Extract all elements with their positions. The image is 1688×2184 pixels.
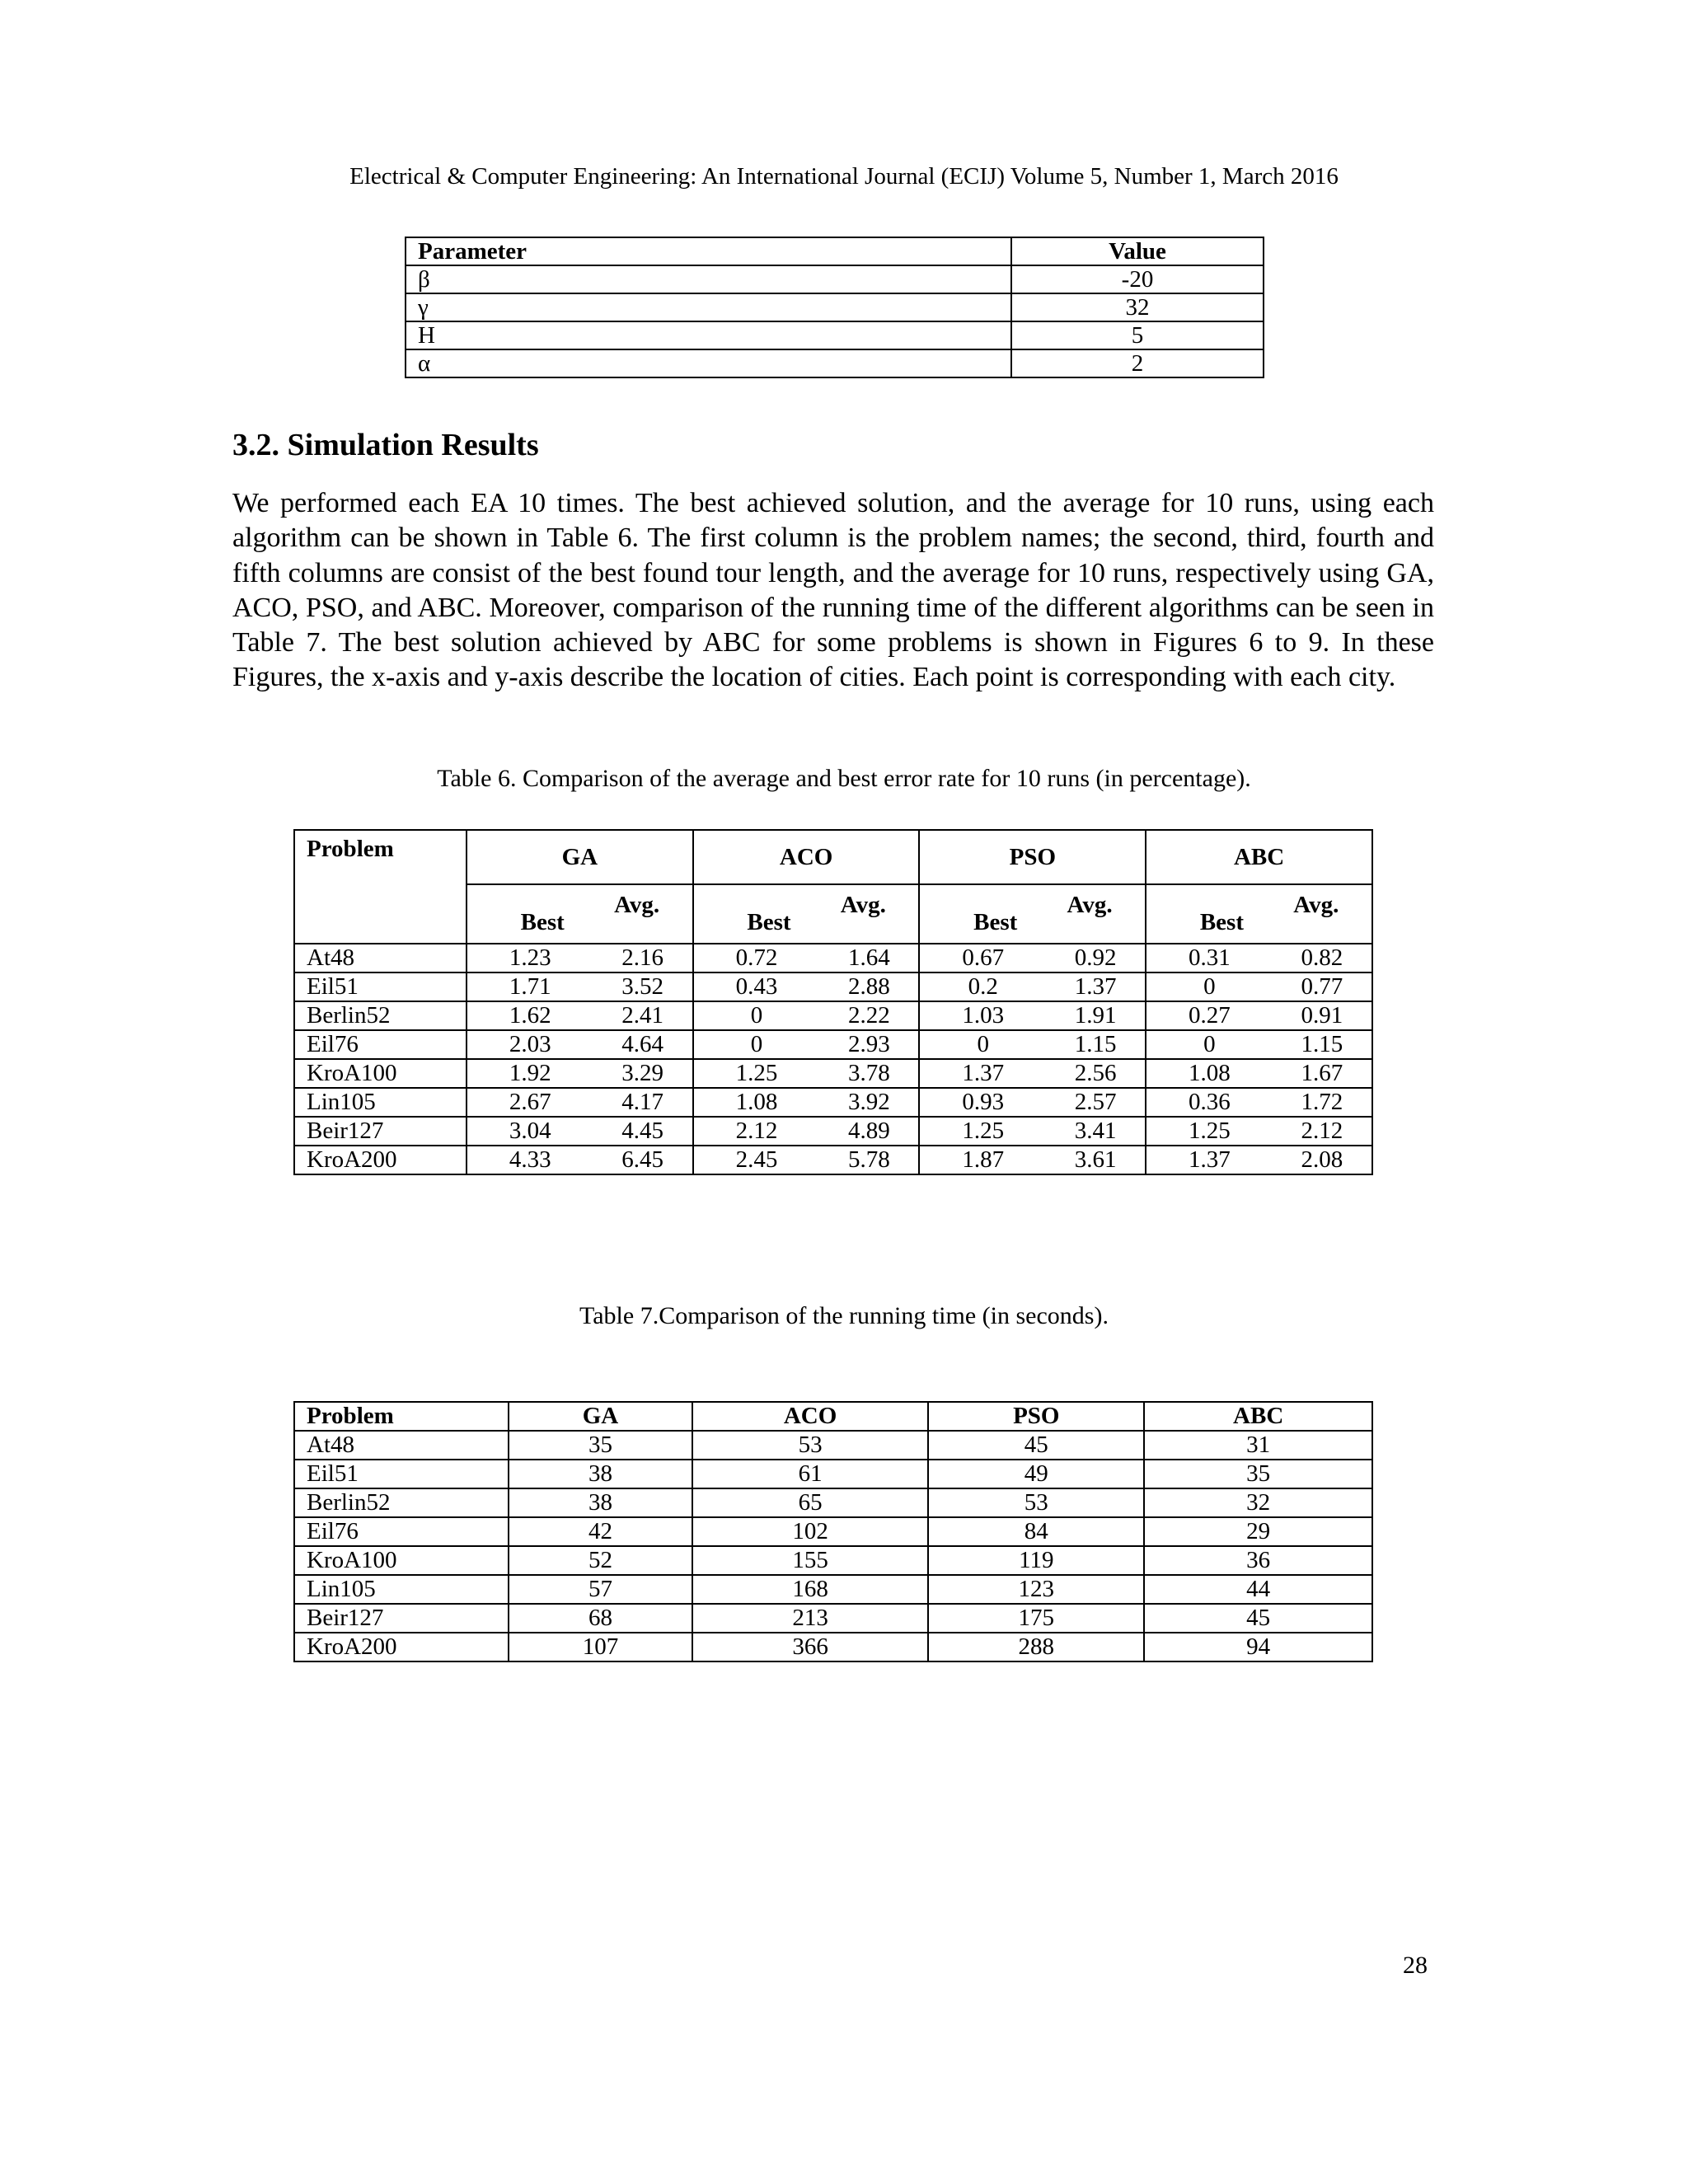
value-cell: 6.45 bbox=[593, 1146, 692, 1174]
parameter-row bbox=[406, 293, 1264, 321]
value-cell: 2.57 bbox=[1046, 1088, 1146, 1117]
table6-best-header: Best bbox=[693, 884, 819, 944]
value-cell: 68 bbox=[509, 1604, 692, 1633]
value-header: Value bbox=[1011, 237, 1264, 265]
parameter-row bbox=[406, 265, 1264, 293]
value-cell: 0.36 bbox=[1146, 1088, 1272, 1117]
table6-avg-header: Avg. bbox=[1046, 884, 1146, 944]
value-cell: 35 bbox=[1144, 1460, 1372, 1488]
value-cell: 1.08 bbox=[693, 1088, 819, 1117]
value-cell: 0.72 bbox=[693, 944, 819, 972]
value-cell: 94 bbox=[1144, 1633, 1372, 1661]
value-cell: 45 bbox=[1144, 1604, 1372, 1633]
table7-header-row bbox=[294, 1402, 1372, 1431]
table7-body bbox=[294, 1431, 1372, 1661]
problem-name-cell: Eil51 bbox=[294, 1460, 509, 1488]
value-cell: 2.93 bbox=[819, 1030, 919, 1059]
value-cell: 1.87 bbox=[919, 1146, 1045, 1174]
table7-row bbox=[294, 1546, 1372, 1575]
value-cell: 2.22 bbox=[819, 1001, 919, 1030]
value-cell: 2 bbox=[1011, 349, 1264, 377]
table7-header-abc: ABC bbox=[1144, 1402, 1372, 1431]
table6-group-ga: GA bbox=[467, 830, 693, 884]
problem-name-cell: β bbox=[406, 265, 1011, 293]
value-cell: 1.25 bbox=[919, 1117, 1045, 1146]
value-cell: 0 bbox=[693, 1001, 819, 1030]
problem-name-cell: H bbox=[406, 321, 1011, 349]
table6-best-header: Best bbox=[467, 884, 593, 944]
table6-group-abc: ABC bbox=[1146, 830, 1372, 884]
value-cell: 2.16 bbox=[593, 944, 692, 972]
problem-name-cell: At48 bbox=[294, 944, 467, 972]
problem-name-cell: KroA100 bbox=[294, 1059, 467, 1088]
table6 bbox=[293, 829, 1373, 1175]
value-cell: 2.12 bbox=[1273, 1117, 1372, 1146]
value-cell: 3.29 bbox=[593, 1059, 692, 1088]
value-cell: 0.92 bbox=[1046, 944, 1146, 972]
table6-row bbox=[294, 1001, 1372, 1030]
value-cell: 1.25 bbox=[1146, 1117, 1272, 1146]
table7-row bbox=[294, 1460, 1372, 1488]
value-cell: 155 bbox=[692, 1546, 928, 1575]
value-cell: 0.93 bbox=[919, 1088, 1045, 1117]
value-cell: 0 bbox=[693, 1030, 819, 1059]
value-cell: 4.64 bbox=[593, 1030, 692, 1059]
parameter-table-body bbox=[406, 265, 1264, 377]
table7-header-pso: PSO bbox=[928, 1402, 1144, 1431]
parameter-table bbox=[405, 237, 1264, 378]
value-cell: 3.92 bbox=[819, 1088, 919, 1117]
value-cell: 2.56 bbox=[1046, 1059, 1146, 1088]
value-cell: 1.23 bbox=[467, 944, 593, 972]
value-cell: 0.2 bbox=[919, 972, 1045, 1001]
value-cell: 1.37 bbox=[919, 1059, 1045, 1088]
value-cell: 31 bbox=[1144, 1431, 1372, 1460]
table6-avg-header: Avg. bbox=[593, 884, 692, 944]
value-cell: 4.33 bbox=[467, 1146, 593, 1174]
value-cell: 0.31 bbox=[1146, 944, 1272, 972]
value-cell: 4.45 bbox=[593, 1117, 692, 1146]
table7-caption: Table 7.Comparison of the running time (in seconds). bbox=[579, 1302, 1109, 1329]
table6-best-header: Best bbox=[1146, 884, 1272, 944]
value-cell: 45 bbox=[928, 1431, 1144, 1460]
table7-row bbox=[294, 1517, 1372, 1546]
value-cell: 84 bbox=[928, 1517, 1144, 1546]
value-cell: 32 bbox=[1144, 1488, 1372, 1517]
value-cell: 119 bbox=[928, 1546, 1144, 1575]
value-cell: 0.82 bbox=[1273, 944, 1372, 972]
table7-row bbox=[294, 1575, 1372, 1604]
table6-problem-header: Problem bbox=[294, 830, 467, 944]
value-cell: 61 bbox=[692, 1460, 928, 1488]
value-cell: 366 bbox=[692, 1633, 928, 1661]
value-cell: 123 bbox=[928, 1575, 1144, 1604]
value-cell: 1.15 bbox=[1046, 1030, 1146, 1059]
table6-avg-header: Avg. bbox=[1273, 884, 1372, 944]
value-cell: 52 bbox=[509, 1546, 692, 1575]
value-cell: 3.04 bbox=[467, 1117, 593, 1146]
value-cell: 2.03 bbox=[467, 1030, 593, 1059]
value-cell: 102 bbox=[692, 1517, 928, 1546]
problem-name-cell: KroA100 bbox=[294, 1546, 509, 1575]
problem-name-cell: Berlin52 bbox=[294, 1001, 467, 1030]
value-cell: 4.89 bbox=[819, 1117, 919, 1146]
value-cell: 1.62 bbox=[467, 1001, 593, 1030]
problem-name-cell: At48 bbox=[294, 1431, 509, 1460]
value-cell: 53 bbox=[692, 1431, 928, 1460]
body-paragraph: We performed each EA 10 times. The best achieved solution, and the average for 10 runs, using each algorithm can be shown in Table 6. The first column is the problem names; the second, third, fourth and fifth columns are consist of the best found tour length, and the average for 10 runs, respectively using GA, ACO, PSO, and ABC. Moreover, comparison of the running time of the different algorithms can be seen in Table 7. The best solution achieved by ABC for some problems is shown in Figures 6 to 9. In these Figures, the x-axis and y-axis describe the location of cities. Each point is corresponding with each city. bbox=[232, 488, 1434, 693]
table6-group-pso: PSO bbox=[919, 830, 1146, 884]
value-cell: 29 bbox=[1144, 1517, 1372, 1546]
parameter-row bbox=[406, 321, 1264, 349]
table7-row bbox=[294, 1488, 1372, 1517]
value-cell: 44 bbox=[1144, 1575, 1372, 1604]
table7-row bbox=[294, 1633, 1372, 1661]
table7-row bbox=[294, 1431, 1372, 1460]
value-cell: 5.78 bbox=[819, 1146, 919, 1174]
value-cell: 35 bbox=[509, 1431, 692, 1460]
value-cell: 3.41 bbox=[1046, 1117, 1146, 1146]
value-cell: 168 bbox=[692, 1575, 928, 1604]
table7 bbox=[293, 1401, 1373, 1662]
table6-row bbox=[294, 1146, 1372, 1174]
problem-name-cell: Berlin52 bbox=[294, 1488, 509, 1517]
table6-group-aco: ACO bbox=[693, 830, 920, 884]
problem-name-cell: α bbox=[406, 349, 1011, 377]
problem-name-cell: KroA200 bbox=[294, 1633, 509, 1661]
value-cell: 1.37 bbox=[1146, 1146, 1272, 1174]
problem-name-cell: Beir127 bbox=[294, 1604, 509, 1633]
table6-best-header: Best bbox=[919, 884, 1045, 944]
value-cell: 1.03 bbox=[919, 1001, 1045, 1030]
value-cell: 288 bbox=[928, 1633, 1144, 1661]
value-cell: 2.08 bbox=[1273, 1146, 1372, 1174]
problem-name-cell: Eil51 bbox=[294, 972, 467, 1001]
table6-row bbox=[294, 1117, 1372, 1146]
problem-name-cell: Lin105 bbox=[294, 1088, 467, 1117]
table6-group-header-row bbox=[294, 830, 1372, 884]
value-cell: 1.67 bbox=[1273, 1059, 1372, 1088]
parameter-table-header-row bbox=[406, 237, 1264, 265]
value-cell: 107 bbox=[509, 1633, 692, 1661]
value-cell: 3.61 bbox=[1046, 1146, 1146, 1174]
value-cell: 1.25 bbox=[693, 1059, 819, 1088]
value-cell: 0 bbox=[919, 1030, 1045, 1059]
table6-caption: Table 6. Comparison of the average and best error rate for 10 runs (in percentage). bbox=[437, 765, 1251, 792]
value-cell: 175 bbox=[928, 1604, 1144, 1633]
value-cell: 1.72 bbox=[1273, 1088, 1372, 1117]
value-cell: 0.91 bbox=[1273, 1001, 1372, 1030]
value-cell: 53 bbox=[928, 1488, 1144, 1517]
table7-row bbox=[294, 1604, 1372, 1633]
value-cell: 0.27 bbox=[1146, 1001, 1272, 1030]
table6-row bbox=[294, 1059, 1372, 1088]
value-cell: 1.15 bbox=[1273, 1030, 1372, 1059]
table6-row bbox=[294, 1088, 1372, 1117]
problem-name-cell: Eil76 bbox=[294, 1030, 467, 1059]
value-cell: 1.08 bbox=[1146, 1059, 1272, 1088]
parameter-header: Parameter bbox=[406, 237, 1011, 265]
table7-header-aco: ACO bbox=[692, 1402, 928, 1431]
value-cell: 2.88 bbox=[819, 972, 919, 1001]
value-cell: 57 bbox=[509, 1575, 692, 1604]
table6-avg-header: Avg. bbox=[819, 884, 919, 944]
value-cell: 65 bbox=[692, 1488, 928, 1517]
value-cell: 1.91 bbox=[1046, 1001, 1146, 1030]
value-cell: 1.92 bbox=[467, 1059, 593, 1088]
problem-name-cell: γ bbox=[406, 293, 1011, 321]
value-cell: 0.67 bbox=[919, 944, 1045, 972]
value-cell: 0 bbox=[1146, 1030, 1272, 1059]
table6-row bbox=[294, 1030, 1372, 1059]
value-cell: 2.12 bbox=[693, 1117, 819, 1146]
value-cell: 2.67 bbox=[467, 1088, 593, 1117]
value-cell: 38 bbox=[509, 1460, 692, 1488]
value-cell: 0 bbox=[1146, 972, 1272, 1001]
value-cell: 1.71 bbox=[467, 972, 593, 1001]
value-cell: 4.17 bbox=[593, 1088, 692, 1117]
value-cell: 38 bbox=[509, 1488, 692, 1517]
value-cell: 3.52 bbox=[593, 972, 692, 1001]
problem-name-cell: KroA200 bbox=[294, 1146, 467, 1174]
value-cell: 2.41 bbox=[593, 1001, 692, 1030]
value-cell: 49 bbox=[928, 1460, 1144, 1488]
value-cell: 0.43 bbox=[693, 972, 819, 1001]
value-cell: 2.45 bbox=[693, 1146, 819, 1174]
problem-name-cell: Lin105 bbox=[294, 1575, 509, 1604]
running-header: Electrical & Computer Engineering: An International Journal (ECIJ) Volume 5, Number 1, March 2016 bbox=[349, 163, 1339, 190]
value-cell: 42 bbox=[509, 1517, 692, 1546]
table6-body bbox=[294, 944, 1372, 1174]
value-cell: 213 bbox=[692, 1604, 928, 1633]
value-cell: 5 bbox=[1011, 321, 1264, 349]
table6-row bbox=[294, 944, 1372, 972]
value-cell: -20 bbox=[1011, 265, 1264, 293]
value-cell: 3.78 bbox=[819, 1059, 919, 1088]
parameter-row bbox=[406, 349, 1264, 377]
table7-header-problem: Problem bbox=[294, 1402, 509, 1431]
table7-header-ga: GA bbox=[509, 1402, 692, 1431]
problem-name-cell: Beir127 bbox=[294, 1117, 467, 1146]
problem-name-cell: Eil76 bbox=[294, 1517, 509, 1546]
section-title: 3.2. Simulation Results bbox=[232, 428, 539, 462]
page-number: 28 bbox=[1403, 1952, 1428, 1979]
value-cell: 36 bbox=[1144, 1546, 1372, 1575]
value-cell: 1.37 bbox=[1046, 972, 1146, 1001]
table6-row bbox=[294, 972, 1372, 1001]
value-cell: 1.64 bbox=[819, 944, 919, 972]
value-cell: 0.77 bbox=[1273, 972, 1372, 1001]
value-cell: 32 bbox=[1011, 293, 1264, 321]
